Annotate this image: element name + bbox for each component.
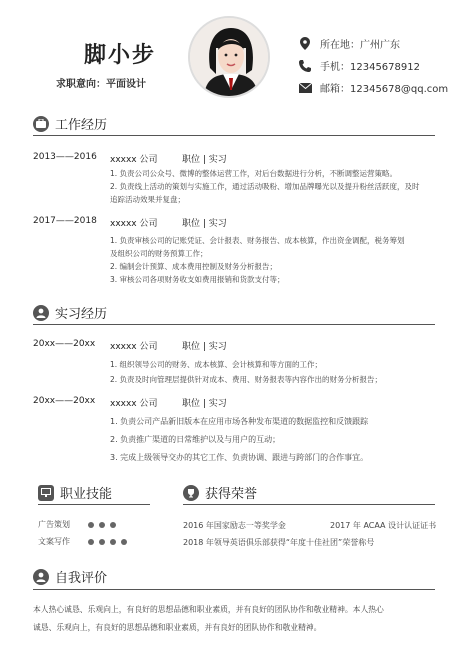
intern-entry-position: 职位 | 实习 [182, 342, 227, 352]
contact-email [298, 80, 448, 95]
work-entry-company: xxxxx 公司 [110, 219, 158, 229]
mail-icon [298, 81, 312, 95]
list-item: 2. 负责及时向管理层提供针对成本、费用、财务报表等内容作出的财务分析报告； [110, 375, 383, 384]
phone-icon [298, 59, 312, 73]
work-entry-position: 职位 | 实习 [182, 219, 227, 229]
intern-section-header [33, 303, 107, 322]
briefcase-icon [33, 116, 49, 132]
work-section-header [33, 114, 107, 133]
work-entry-2-head [33, 216, 227, 229]
list-item: 1. 负责公司公众号、微博的整体运营工作，对后台数据进行分析，不断调整运营策略。 [110, 169, 398, 178]
list-item: 1. 负责公司产品新旧版本在应用市场各种发布渠道的数据监控和反馈跟踪 [110, 417, 369, 426]
list-item: 追踪活动效果并复盘； [110, 195, 185, 204]
honor-item: 2018 年领导英语俱乐部获得“年度十佳社团”荣誉称号 [183, 538, 375, 547]
self-section-header [33, 567, 107, 586]
work-entry-period: 2017——2018 [33, 216, 97, 226]
work-entry-2-items [110, 234, 445, 286]
list-item: 3. 审核公司各项财务收支如费用报销和货款支付等； [110, 275, 285, 284]
job-intent: 求职意向：平面设计 [56, 79, 146, 90]
intern-entry-2-head [33, 396, 227, 409]
intern-divider [33, 324, 435, 325]
email-text: 邮箱：12345678@qq.com [320, 84, 449, 95]
skill-row [38, 519, 116, 530]
skill-level-dots [88, 539, 127, 545]
intern-entry-1-head [33, 339, 227, 352]
work-entry-company: xxxxx 公司 [110, 155, 158, 165]
person-icon [33, 305, 49, 321]
intern-entry-company: xxxxx 公司 [110, 399, 158, 409]
self-evaluation-text [33, 601, 443, 637]
trophy-icon [183, 485, 199, 501]
intern-entry-position: 职位 | 实习 [182, 399, 227, 409]
work-entry-1-items [110, 167, 445, 206]
work-section-title: 工作经历 [55, 118, 108, 133]
work-entry-period: 2013——2016 [33, 152, 97, 162]
person-icon [33, 569, 49, 585]
intern-entry-period: 20xx——20xx [33, 339, 96, 349]
self-section-title: 自我评价 [55, 571, 108, 586]
list-item: 2. 负责推广渠道的日常维护以及与用户的互动； [110, 435, 281, 444]
skill-label: 文案写作 [38, 537, 70, 546]
work-entry-1-head [33, 152, 227, 165]
contact-phone [298, 58, 420, 73]
skill-row [38, 536, 127, 547]
list-item: 1. 负责审核公司的记账凭证、会计报表、财务报告、成本核算，作出资金调配，税务筹划 [110, 236, 405, 245]
honors-divider [183, 504, 435, 505]
intern-entry-1-items [110, 357, 445, 387]
intern-entry-period: 20xx——20xx [33, 396, 96, 406]
work-entry-position: 职位 | 实习 [182, 155, 227, 165]
list-item: 2. 编制会计预算、成本费用控制及财务分析报告； [110, 262, 278, 271]
phone-text: 手机：12345678912 [320, 62, 420, 73]
monitor-icon [38, 485, 54, 501]
honor-item: 2016 年国家励志一等奖学金 [183, 521, 286, 530]
list-item: 2. 负责线上活动的策划与实施工作，通过活动吸粉、增加品牌曝光以及提升粉丝活跃度，及时 [110, 182, 420, 191]
intern-section-title: 实习经历 [55, 307, 108, 322]
skill-label: 广告策划 [38, 520, 70, 529]
candidate-name: 脚小步 [84, 43, 157, 68]
honor-item: 2017 年 ACAA 设计认证证书 [330, 521, 437, 530]
list-item: 及组织公司的财务预算工作； [110, 249, 208, 258]
self-line: 本人热心诚恳、乐观向上，有良好的思想品德和职业素质，并有良好的团队协作和敬业精神。本人热心 [33, 605, 384, 614]
work-divider [33, 135, 435, 136]
skills-section-title: 职业技能 [60, 487, 113, 502]
list-item: 1. 组织领导公司的财务、成本核算、会计核算和等方面的工作； [110, 360, 323, 369]
honors-section-header [183, 483, 257, 502]
honors-section-title: 获得荣誉 [205, 487, 258, 502]
intern-entry-company: xxxxx 公司 [110, 342, 158, 352]
avatar [188, 16, 270, 98]
self-line: 诚恳、乐观向上，有良好的思想品德和职业素质，并有良好的团队协作和敬业精神。 [33, 623, 322, 632]
list-item: 3. 完成上级领导交办的其它工作、负责协调、跟进与跨部门的合作事宜。 [110, 453, 369, 462]
location-icon [298, 37, 312, 51]
self-divider [33, 589, 435, 590]
location-text: 所在地：广州广东 [320, 40, 400, 51]
contact-location [298, 36, 400, 51]
intern-entry-2-items [110, 413, 445, 467]
skill-level-dots [88, 522, 116, 528]
skills-section-header [38, 483, 112, 502]
skills-divider [38, 504, 150, 505]
